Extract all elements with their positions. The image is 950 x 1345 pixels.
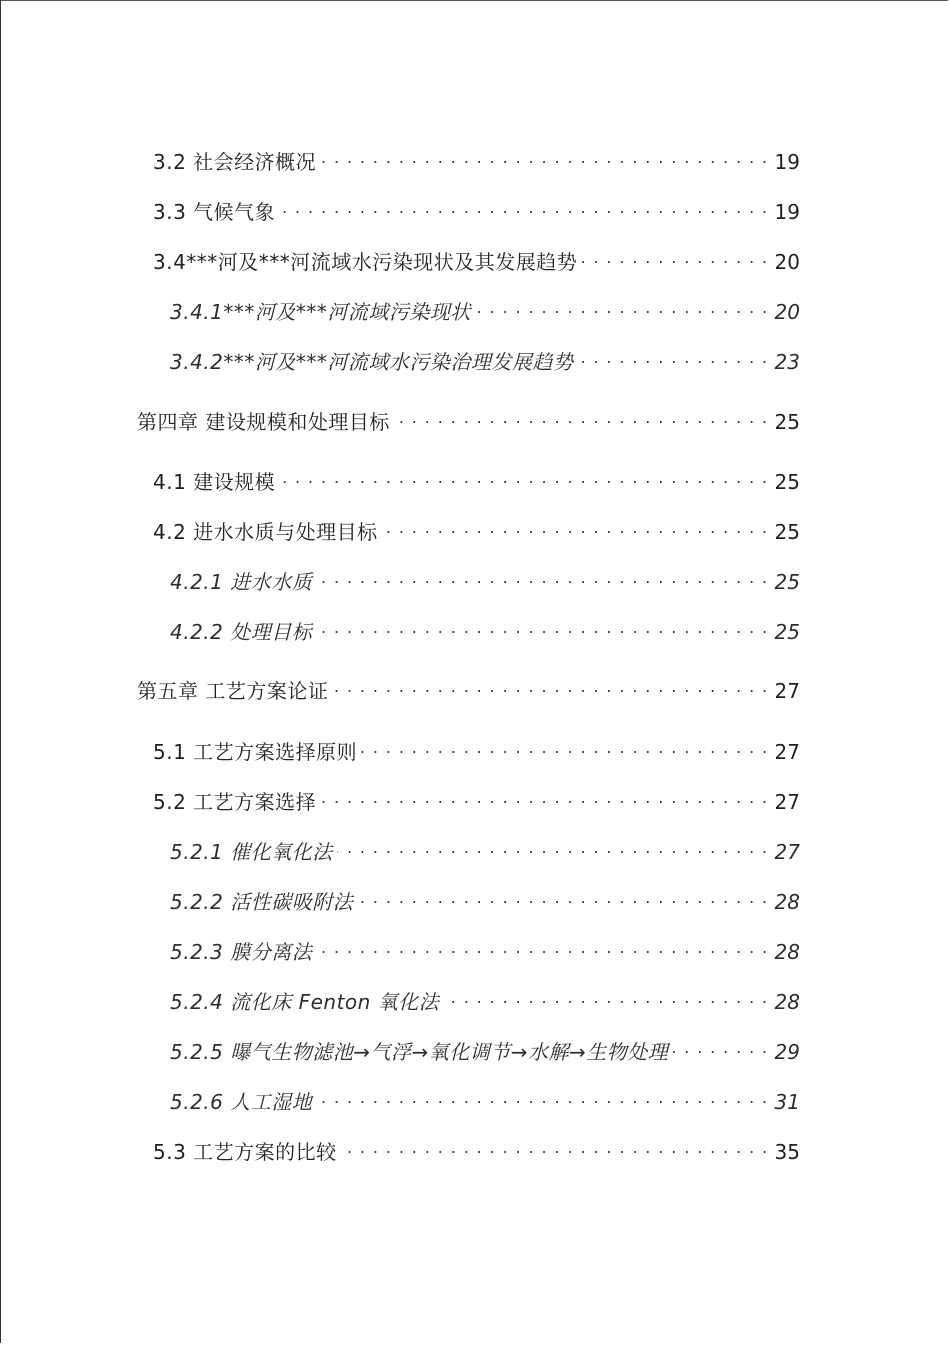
toc-entry-page: 25 [774,570,800,594]
toc-entry-page: 28 [774,890,800,914]
toc-entry-5-2[interactable] [153,789,800,815]
toc-entry-title: 4.2.2 处理目标 [170,620,313,644]
dot-leader [361,739,768,759]
toc-entry-5-2-2[interactable] [170,889,800,915]
toc-entry-page: 29 [774,1040,800,1064]
toc-entry-4-2[interactable] [153,519,800,545]
toc-entry-3-4-2[interactable] [170,349,800,375]
toc-entry-chapter-4[interactable] [137,409,800,435]
dot-leader [320,149,768,169]
toc-entry-title: 5.2.6 人工湿地 [170,1090,313,1114]
dot-leader [443,989,768,1009]
toc-entry-page: 31 [774,1090,800,1114]
toc-entry-title: 5.2.4 流化床 Fenton 氧化法 [170,990,440,1014]
toc-entry-title: 5.2.2 活性碳吸附法 [170,890,354,914]
toc-entry-chapter-5[interactable] [137,678,800,704]
dot-leader [577,349,768,369]
toc-entry-3-3[interactable] [153,199,800,225]
toc-entry-5-2-5[interactable] [170,1039,800,1065]
dot-leader [316,1089,768,1109]
toc-entry-page: 23 [774,350,800,374]
toc-entry-title: 4.2 进水水质与处理目标 [153,520,378,544]
toc-entry-5-2-3[interactable] [170,939,800,965]
dot-leader [316,619,768,639]
toc-entry-page: 25 [774,520,800,544]
toc-entry-title: 4.1 建设规模 [153,470,276,494]
toc-entry-5-2-6[interactable] [170,1089,800,1115]
toc-entry-page: 19 [774,200,800,224]
dot-leader [357,889,768,909]
toc-entry-page: 27 [774,840,800,864]
toc-entry-title: 5.1 工艺方案选择原则 [153,740,358,764]
toc-entry-title: 3.3 气候气象 [153,200,276,224]
toc-entry-title: 5.2.3 膜分离法 [170,940,313,964]
toc-entry-page: 28 [774,940,800,964]
toc-entry-5-2-4[interactable] [170,989,800,1015]
toc-entry-page: 25 [774,410,800,434]
toc-entry-3-2[interactable] [153,149,800,175]
dot-leader [332,678,768,698]
dot-leader [316,569,768,589]
dot-leader [337,839,769,859]
toc-entry-title: 3.4***河及***河流域水污染现状及其发展趋势 [153,250,578,274]
toc-entry-title: 4.2.1 进水水质 [170,570,313,594]
toc-entry-4-1[interactable] [153,469,800,495]
toc-entry-page: 19 [774,150,800,174]
dot-leader [341,1139,769,1159]
toc-entry-title: 5.2.1 催化氧化法 [170,840,333,864]
toc-entry-page: 20 [774,250,800,274]
toc-entry-title: 3.2 社会经济概况 [153,150,317,174]
toc-entry-title: 5.2.5 曝气生物滤池→气浮→氧化调节→水解→生物处理 [170,1040,669,1064]
dot-leader [475,299,769,319]
toc-entry-page: 20 [774,300,800,324]
toc-entry-title: 3.4.2***河及***河流域水污染治理发展趋势 [170,350,574,374]
toc-entry-page: 27 [774,740,800,764]
toc-entry-5-3[interactable] [153,1139,800,1165]
toc-entry-title: 第五章 工艺方案论证 [137,679,329,703]
toc-entry-5-2-1[interactable] [170,839,800,865]
dot-leader [320,789,768,809]
dot-leader [672,1039,768,1059]
toc-entry-4-2-2[interactable] [170,619,800,645]
dot-leader [382,519,769,539]
toc-entry-page: 27 [774,790,800,814]
toc-entry-title: 5.2 工艺方案选择 [153,790,317,814]
toc-entry-title: 3.4.1***河及***河流域污染现状 [170,300,471,324]
toc-entry-page: 25 [774,470,800,494]
toc-entry-3-4-1[interactable] [170,299,800,325]
toc-entry-5-1[interactable] [153,739,800,765]
toc-entry-title: 5.3 工艺方案的比较 [153,1140,337,1164]
toc-entry-3-4[interactable] [153,249,800,275]
dot-leader [316,939,768,959]
dot-leader [394,409,769,429]
dot-leader [581,249,768,269]
toc-entry-4-2-1[interactable] [170,569,800,595]
toc-entry-page: 25 [774,620,800,644]
toc-entry-title: 第四章 建设规模和处理目标 [137,410,390,434]
dot-leader [279,199,768,219]
toc-entry-page: 35 [774,1140,800,1164]
toc-entry-page: 27 [774,679,800,703]
dot-leader [279,469,768,489]
toc-entry-page: 28 [774,990,800,1014]
